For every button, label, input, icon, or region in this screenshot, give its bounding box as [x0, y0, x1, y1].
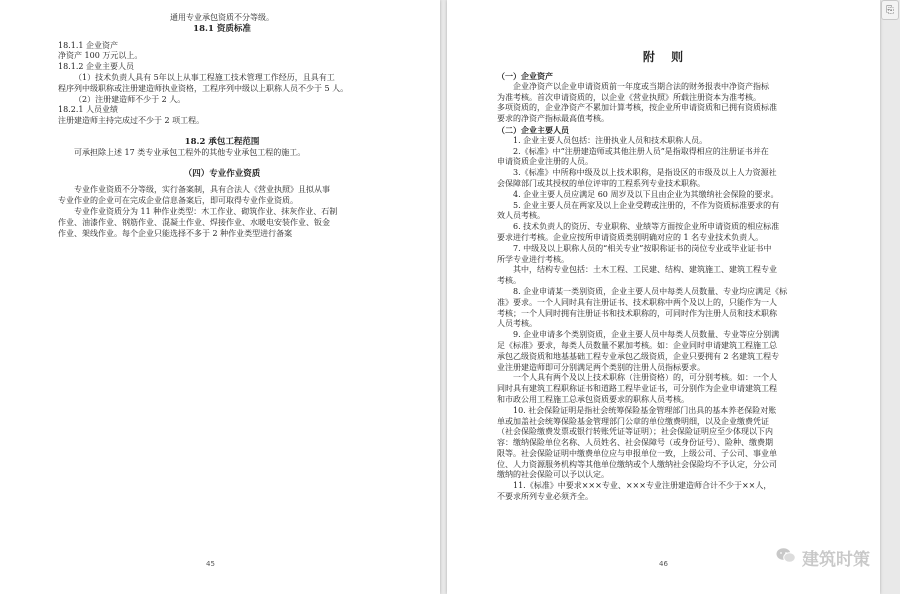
paragraph: 作业、架线作业。每个企业只能选择不多于 2 种作业类型进行备案 — [58, 228, 293, 238]
paragraph: 6. 技术负责人的资历、专业职称、业绩等方面按企业所申请资质的相应标准 — [513, 222, 780, 232]
paragraph: 通用专业承包资质不分等级。 — [170, 13, 274, 22]
paragraph: 考核。 — [497, 276, 521, 286]
paragraph: 7. 中级及以上职称人员的“相关专业”按职称证书的岗位专业或毕业证书中 — [513, 243, 772, 253]
paragraph: 专业作业资质不分等级，实行备案制，具有合法人《营业执照》且拟从事 — [74, 185, 330, 195]
paragraph: 企业净资产以企业申请资质前一年度或当期合法的财务报表中净资产指标 — [513, 81, 769, 91]
paragraph: 注册建造师主持完成过不少于 2 项工程。 — [58, 116, 205, 126]
paragraph: （2）注册建造师不少于 2 人。 — [74, 94, 186, 104]
document-page-right — [447, 0, 880, 594]
paragraph: 3.《标准》中所称中级及以上技术职称，是指设区的市级及以上人力资源社 — [513, 168, 777, 178]
subsection-heading: 18.1.2 企业主要人员 — [58, 62, 134, 72]
paragraph: （1）技术负责人具有 5年以上从事工程施工技术管理工作经历，且具有工 — [74, 72, 335, 82]
paragraph: （社会保险缴费发票或银行转账凭证等证明）；社会保险证明应至少体现以下内 — [497, 427, 773, 437]
paragraph: 1. 企业主要人员包括：注册执业人员和技术职称人员。 — [513, 135, 708, 145]
paragraph: 多项资质的，企业净资产不累加计算考核，按企业所申请资质和已拥有资质标准 — [497, 103, 777, 113]
paragraph: 专业作业资质分为 11 种作业类型：木工作业、砌筑作业、抹灰作业、石制 — [74, 206, 338, 216]
paragraph: 11.《标准》中要求×××专业、×××专业注册建造师合计不少于××人， — [513, 481, 772, 491]
paragraph: 限等。社会保险证明中缴费单位应与申报单位一致，上级公司、子公司、事业单 — [497, 448, 777, 458]
paragraph: 2.《标准》中“注册建造师或其他注册人员”是指取得相应的注册证书并在 — [513, 146, 769, 156]
corner-tool-icon[interactable]: ⎘ — [881, 0, 899, 20]
watermark-text: 建筑时策 — [802, 550, 870, 570]
paragraph: 要求进行考核。企业应按所申请资质类别明确对应的 1 名专业技术负责人。 — [497, 232, 764, 242]
paragraph: 容：缴纳保险单位名称、人员姓名、社会保障号（或身份证号）、险种、缴费期 — [497, 438, 773, 448]
paragraph: 程序列中级职称或注册建造师执业资格，工程序列中级以上职称人员不少于 5 人。 — [58, 83, 349, 93]
watermark — [776, 545, 870, 570]
paragraph: 所学专业进行考核。 — [497, 254, 569, 264]
paragraph: 准》要求。一个人同时具有注册证书、技术职称中两个及以上的，只能作为一人 — [497, 297, 777, 307]
paragraph: 位、人力资源服务机构等其他单位缴纳或个人缴纳社会保险均不予认定，分公司 — [497, 459, 777, 469]
paragraph: 其中，结构专业包括：土木工程、工民建、结构、建筑施工、建筑工程专业 — [513, 265, 777, 275]
paragraph: 8. 企业申请某一类别资质，企业主要人员中每类人员数量、专业均应满足《标 — [513, 286, 788, 296]
wechat-icon — [776, 547, 796, 569]
paragraph: 一个人具有两个及以上技术职称（注册资格）的，可分别考核。如：一个人 — [513, 373, 777, 383]
paragraph: 申请资质企业注册的人员。 — [497, 157, 593, 167]
page-number: 46 — [659, 560, 668, 568]
subsection-heading: 18.2.1 人员业绩 — [58, 105, 118, 115]
paragraph: 专业作业的企业可在完成企业信息备案后，即可取得专业作业资质。 — [58, 196, 298, 206]
paragraph: 可承担除上述 17 类专业承包工程外的其他专业承包工程的施工。 — [74, 147, 306, 157]
section-heading: （四）专业作业资质 — [183, 168, 261, 179]
paragraph: 10. 社会保险证明是指社会统筹保险基金管理部门出具的基本养老保险对账 — [513, 405, 777, 415]
paragraph: 4. 企业主要人员应满足 60 周岁及以下且由企业为其缴纳社会保险的要求。 — [513, 189, 779, 199]
section-heading: 18.1 资质标准 — [193, 23, 251, 34]
paragraph: 足《标准》要求，每类人员数量不累加考核。如：企业同时申请建筑工程施工总 — [497, 340, 777, 350]
paragraph: 同时具有建筑工程职称证书和道路工程毕业证书，可分别作为企业申请建筑工程 — [497, 384, 777, 394]
paragraph: 5. 企业主要人员在两家及以上企业受聘或注册的，不作为资质标准要求的有 — [513, 200, 780, 210]
page-title: 附 则 — [642, 50, 690, 64]
paragraph: 业注册建造师即可分别满足两个类别的注册人员指标要求。 — [497, 362, 705, 372]
paragraph: 净资产 100 万元以上。 — [58, 51, 143, 61]
section-heading: （二）企业主要人员 — [497, 124, 569, 135]
left-page-content — [58, 13, 386, 239]
paragraph: 和市政公用工程施工总承包资质要求的职称人员考核。 — [497, 394, 689, 404]
paragraph: 考核；一个人同时拥有注册证书和技术职称的，可同时作为注册人员和技术职称 — [497, 308, 777, 318]
right-page-content — [497, 40, 835, 503]
paragraph: 缴纳的社会保险可以予以认定。 — [497, 470, 609, 480]
document-page-left — [0, 0, 440, 594]
paragraph: 单或加盖社会统筹保险基金管理部门公章的单位缴费明细，以及企业缴费凭证 — [497, 416, 769, 426]
section-heading: （一）企业资产 — [497, 71, 553, 81]
section-heading: 18.2 承包工程范围 — [184, 136, 260, 147]
section-body — [497, 136, 835, 503]
paragraph: 9. 企业申请多个类别资质，企业主要人员中每类人员数量、专业等应分别满 — [513, 330, 780, 340]
paragraph: 作业、油漆作业、钢筋作业、混凝土作业、焊接作业、水暖电安装作业、钣金 — [58, 217, 330, 227]
paragraph: 效人员考核。 — [497, 211, 545, 221]
paragraph: 要求的净资产指标最高值考核。 — [497, 114, 609, 124]
subsection-heading: 18.1.1 企业资产 — [58, 40, 118, 50]
page-number: 45 — [206, 560, 215, 568]
paragraph: 会保障部门或其授权的单位评审的工程系列专业技术职称。 — [497, 178, 705, 188]
paragraph: 人员考核。 — [497, 319, 537, 329]
paragraph: 承包乙级资质和地基基础工程专业承包乙级资质，企业只要拥有 2 名建筑工程专 — [497, 351, 780, 361]
paragraph: 不要求所列专业必须齐全。 — [497, 492, 593, 502]
paragraph: 为准考核。首次申请资质的，以企业《营业执照》所载注册资本为准考核。 — [497, 92, 761, 102]
